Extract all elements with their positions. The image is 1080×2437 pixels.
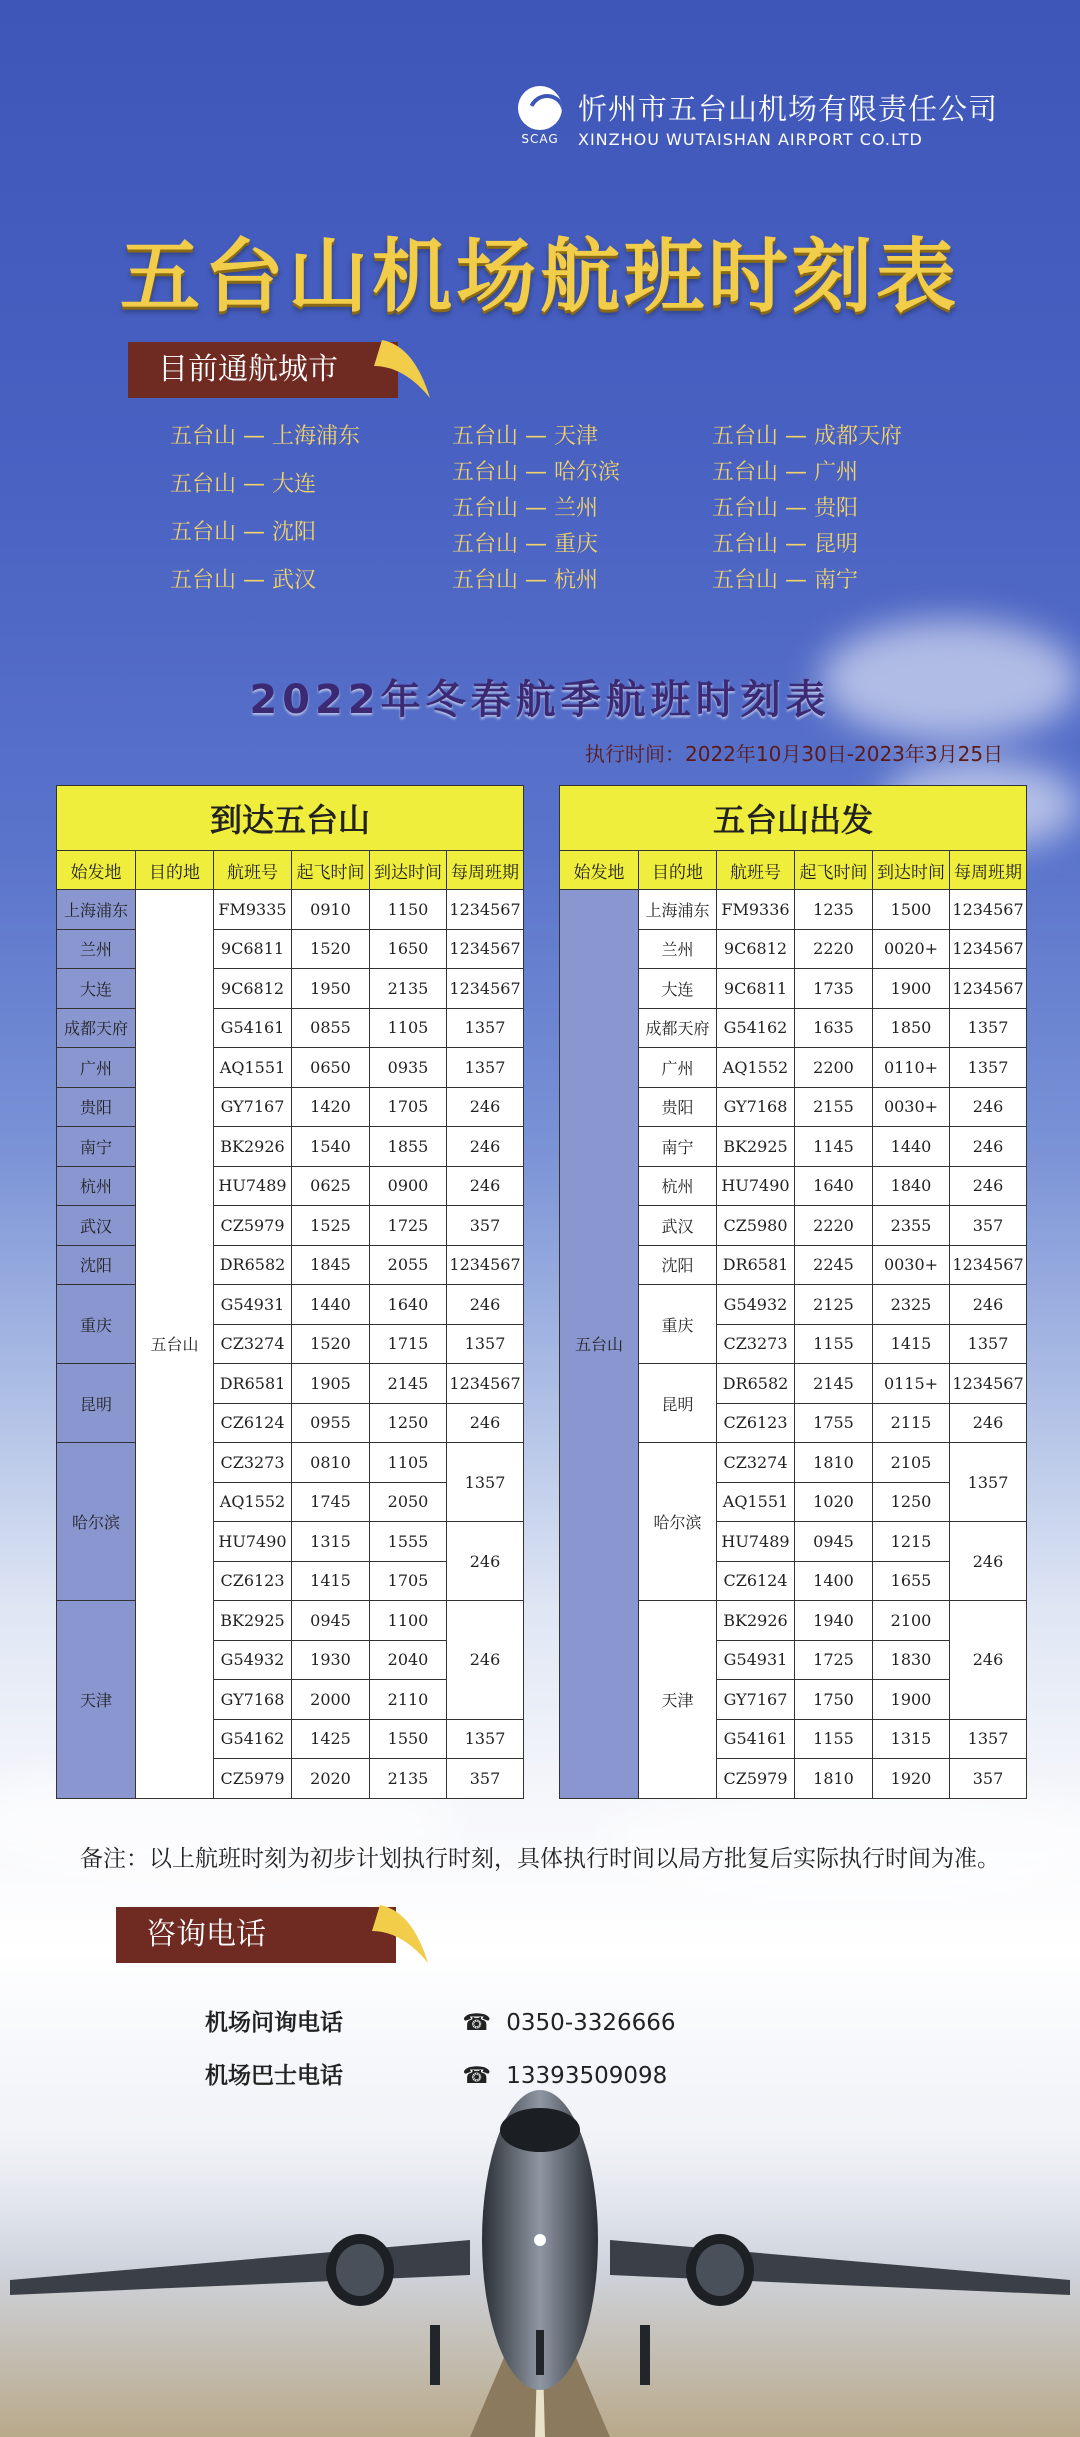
route-item: 五台山 — 天津 (452, 424, 598, 449)
departure-time-cell: 1755 (795, 1403, 873, 1443)
departure-time-cell: 1520 (292, 929, 370, 969)
flight-number-cell: GY7168 (214, 1680, 292, 1720)
phone-icon: ☎ (462, 2063, 491, 2089)
weekly-schedule-cell: 1357 (447, 1008, 524, 1048)
departure-time-cell: 2000 (292, 1680, 370, 1720)
destination-cell: 武汉 (639, 1206, 717, 1246)
flight-number-cell: AQ1551 (717, 1482, 795, 1522)
route-item: 五台山 — 兰州 (452, 496, 598, 521)
routes-section-label: 目前通航城市 (158, 352, 338, 387)
arrival-time-cell: 1555 (370, 1522, 447, 1562)
departure-time-cell: 0625 (292, 1166, 370, 1206)
arrival-time-cell: 2135 (370, 1759, 447, 1799)
weekly-schedule-cell: 1234567 (950, 929, 1027, 969)
arrival-time-cell: 1215 (873, 1522, 950, 1562)
table-row (57, 1166, 524, 1206)
route-item: 五台山 — 成都天府 (712, 424, 902, 449)
departure-time-cell: 0650 (292, 1048, 370, 1088)
departure-time-cell: 1750 (795, 1680, 873, 1720)
arrival-time-cell: 1830 (873, 1640, 950, 1680)
route-item: 五台山 — 重庆 (452, 532, 598, 557)
arrival-time-cell: 2325 (873, 1285, 950, 1325)
weekly-schedule-cell: 246 (447, 1403, 524, 1443)
weekly-schedule-cell: 1234567 (447, 1245, 524, 1285)
arrival-time-cell: 1705 (370, 1087, 447, 1127)
notes: 备注：以上航班时刻为初步计划执行时刻，具体执行时间以局方批复后实际执行时间为准。 (80, 1846, 1000, 1872)
flight-number-cell: CZ6124 (717, 1561, 795, 1601)
destination-cell: 成都天府 (639, 1008, 717, 1048)
departure-time-cell: 0955 (292, 1403, 370, 1443)
weekly-schedule-cell: 1357 (950, 1048, 1027, 1088)
season-title: 2022年冬春航季航班时刻表 (249, 677, 831, 723)
company-logo (512, 86, 998, 150)
flight-number-cell: G54932 (214, 1640, 292, 1680)
departure-time-cell: 1940 (795, 1601, 873, 1641)
flight-number-cell: AQ1551 (214, 1048, 292, 1088)
column-header: 目的地 (136, 851, 214, 890)
flight-number-cell: FM9335 (214, 890, 292, 930)
contact-number: 13393509098 (506, 2063, 668, 2089)
destination-cell: 五台山 (136, 890, 214, 1799)
destination-cell: 贵阳 (639, 1087, 717, 1127)
arrival-time-cell: 0030+ (873, 1087, 950, 1127)
departure-time-cell: 2200 (795, 1048, 873, 1088)
destination-cell: 哈尔滨 (639, 1443, 717, 1601)
weekly-schedule-cell: 357 (447, 1206, 524, 1246)
departure-time-cell: 1540 (292, 1127, 370, 1167)
flight-number-cell: HU7490 (214, 1522, 292, 1562)
arrival-time-cell: 2135 (370, 969, 447, 1009)
flight-number-cell: 9C6811 (214, 929, 292, 969)
column-header: 起飞时间 (795, 851, 873, 890)
weekly-schedule-cell: 246 (447, 1087, 524, 1127)
flight-number-cell: AQ1552 (717, 1048, 795, 1088)
arrival-time-cell: 2050 (370, 1482, 447, 1522)
company-name-cn: 忻州市五台山机场有限责任公司 (578, 92, 999, 126)
weekly-schedule-cell: 1357 (447, 1719, 524, 1759)
table-row (57, 1087, 524, 1127)
table-row (57, 1364, 524, 1404)
main-title: 五台山机场航班时刻表 (120, 230, 960, 323)
departure-time-cell: 2155 (795, 1087, 873, 1127)
flight-number-cell: G54931 (214, 1285, 292, 1325)
arrival-time-cell: 1920 (873, 1759, 950, 1799)
departure-time-cell: 1525 (292, 1206, 370, 1246)
arrivals-title: 到达五台山 (57, 786, 524, 851)
arrival-time-cell: 2040 (370, 1640, 447, 1680)
arrival-time-cell: 0110+ (873, 1048, 950, 1088)
departure-time-cell: 0855 (292, 1008, 370, 1048)
flight-number-cell: HU7489 (717, 1522, 795, 1562)
departure-time-cell: 1950 (292, 969, 370, 1009)
column-header: 起飞时间 (292, 851, 370, 890)
weekly-schedule-cell: 1357 (447, 1048, 524, 1088)
departure-time-cell: 0945 (795, 1522, 873, 1562)
weekly-schedule-cell: 1234567 (447, 929, 524, 969)
column-header: 始发地 (57, 851, 136, 890)
route-item: 五台山 — 昆明 (712, 532, 858, 557)
weekly-schedule-cell: 246 (950, 1127, 1027, 1167)
exec-time: 执行时间：2022年10月30日-2023年3月25日 (585, 742, 1004, 766)
route-item: 五台山 — 贵阳 (712, 496, 858, 521)
flight-number-cell: GY7167 (717, 1680, 795, 1720)
arrival-time-cell: 0030+ (873, 1245, 950, 1285)
arrival-time-cell: 2115 (873, 1403, 950, 1443)
flight-number-cell: DR6581 (717, 1245, 795, 1285)
phone-icon: ☎ (462, 2010, 491, 2036)
arrival-time-cell: 1640 (370, 1285, 447, 1325)
column-header: 每周班期 (447, 851, 524, 890)
flight-number-cell: BK2925 (717, 1127, 795, 1167)
table-row (57, 1245, 524, 1285)
departure-time-cell: 1440 (292, 1285, 370, 1325)
tag-hook-icon (374, 336, 434, 402)
arrival-time-cell: 1900 (873, 969, 950, 1009)
weekly-schedule-cell: 1357 (950, 1008, 1027, 1048)
column-header: 到达时间 (370, 851, 447, 890)
arrival-time-cell: 2110 (370, 1680, 447, 1720)
departure-time-cell: 1930 (292, 1640, 370, 1680)
flight-number-cell: DR6581 (214, 1364, 292, 1404)
departure-time-cell: 1425 (292, 1719, 370, 1759)
weekly-schedule-cell: 1357 (447, 1443, 524, 1522)
table-row (57, 1443, 524, 1483)
column-header: 每周班期 (950, 851, 1027, 890)
contact-section-label: 咨询电话 (146, 1917, 266, 1952)
arrival-time-cell: 1840 (873, 1166, 950, 1206)
route-item: 五台山 — 武汉 (170, 568, 316, 593)
arrival-time-cell: 0900 (370, 1166, 447, 1206)
flight-number-cell: AQ1552 (214, 1482, 292, 1522)
origin-cell: 天津 (57, 1601, 136, 1799)
departure-time-cell: 2245 (795, 1245, 873, 1285)
flight-number-cell: 9C6812 (717, 929, 795, 969)
table-row (57, 1601, 524, 1641)
arrival-time-cell: 1500 (873, 890, 950, 930)
route-list-col2 (452, 425, 620, 605)
arrival-time-cell: 1105 (370, 1008, 447, 1048)
departure-time-cell: 1400 (795, 1561, 873, 1601)
arrival-time-cell: 0115+ (873, 1364, 950, 1404)
departure-time-cell: 1155 (795, 1719, 873, 1759)
flight-number-cell: HU7489 (214, 1166, 292, 1206)
weekly-schedule-cell: 1234567 (447, 890, 524, 930)
arrival-time-cell: 1900 (873, 1680, 950, 1720)
weekly-schedule-cell: 246 (447, 1166, 524, 1206)
weekly-schedule-cell: 357 (447, 1759, 524, 1799)
departure-time-cell: 2020 (292, 1759, 370, 1799)
departure-time-cell: 2220 (795, 1206, 873, 1246)
flight-number-cell: DR6582 (717, 1364, 795, 1404)
route-list-col1 (170, 425, 360, 617)
weekly-schedule-cell: 1234567 (447, 969, 524, 1009)
weekly-schedule-cell: 246 (447, 1601, 524, 1720)
arrival-time-cell: 2145 (370, 1364, 447, 1404)
arrival-time-cell: 1440 (873, 1127, 950, 1167)
flight-number-cell: HU7490 (717, 1166, 795, 1206)
route-item: 五台山 — 上海浦东 (170, 424, 360, 449)
origin-cell: 贵阳 (57, 1087, 136, 1127)
weekly-schedule-cell: 1234567 (447, 1364, 524, 1404)
weekly-schedule-cell: 246 (447, 1522, 524, 1601)
flight-number-cell: CZ6124 (214, 1403, 292, 1443)
weekly-schedule-cell: 246 (950, 1403, 1027, 1443)
departures-title: 五台山出发 (560, 786, 1027, 851)
origin-cell: 大连 (57, 969, 136, 1009)
departure-time-cell: 1520 (292, 1324, 370, 1364)
origin-cell: 重庆 (57, 1285, 136, 1364)
flight-number-cell: G54161 (214, 1008, 292, 1048)
weekly-schedule-cell: 1234567 (950, 1364, 1027, 1404)
origin-cell: 武汉 (57, 1206, 136, 1246)
flight-number-cell: CZ6123 (214, 1561, 292, 1601)
weekly-schedule-cell: 1357 (950, 1719, 1027, 1759)
departure-time-cell: 1020 (795, 1482, 873, 1522)
departure-time-cell: 0910 (292, 890, 370, 930)
contact-row-info (205, 2004, 676, 2037)
flight-number-cell: CZ5979 (214, 1759, 292, 1799)
flight-number-cell: CZ3273 (717, 1324, 795, 1364)
origin-cell: 南宁 (57, 1127, 136, 1167)
departure-time-cell: 1735 (795, 969, 873, 1009)
destination-cell: 重庆 (639, 1285, 717, 1364)
departure-time-cell: 2220 (795, 929, 873, 969)
table-row (57, 890, 524, 930)
routes-section-tag (128, 342, 398, 398)
flight-number-cell: G54931 (717, 1640, 795, 1680)
destination-cell: 昆明 (639, 1364, 717, 1443)
weekly-schedule-cell: 246 (950, 1601, 1027, 1720)
departure-time-cell: 2145 (795, 1364, 873, 1404)
origin-cell: 广州 (57, 1048, 136, 1088)
departure-time-cell: 1420 (292, 1087, 370, 1127)
flight-number-cell: BK2925 (214, 1601, 292, 1641)
weekly-schedule-cell: 246 (950, 1087, 1027, 1127)
weekly-schedule-cell: 246 (950, 1166, 1027, 1206)
route-item: 五台山 — 沈阳 (170, 520, 316, 545)
company-abbr: SCAG (521, 132, 559, 146)
arrival-time-cell: 1415 (873, 1324, 950, 1364)
flight-number-cell: G54161 (717, 1719, 795, 1759)
contact-row-bus (205, 2057, 667, 2090)
weekly-schedule-cell: 1357 (447, 1324, 524, 1364)
route-item: 五台山 — 大连 (170, 472, 316, 497)
arrival-time-cell: 1655 (873, 1561, 950, 1601)
origin-cell: 哈尔滨 (57, 1443, 136, 1601)
flight-number-cell: CZ3273 (214, 1443, 292, 1483)
flight-number-cell: CZ5979 (717, 1759, 795, 1799)
flight-number-cell: GY7167 (214, 1087, 292, 1127)
table-row (57, 1127, 524, 1167)
departure-time-cell: 1905 (292, 1364, 370, 1404)
departure-time-cell: 0945 (292, 1601, 370, 1641)
flight-number-cell: 9C6812 (214, 969, 292, 1009)
weekly-schedule-cell: 357 (950, 1206, 1027, 1246)
destination-cell: 沈阳 (639, 1245, 717, 1285)
airport-logo-icon (512, 86, 568, 150)
departure-time-cell: 1810 (795, 1443, 873, 1483)
departure-time-cell: 1745 (292, 1482, 370, 1522)
destination-cell: 兰州 (639, 929, 717, 969)
column-header: 目的地 (639, 851, 717, 890)
flight-number-cell: G54932 (717, 1285, 795, 1325)
flight-number-cell: G54162 (717, 1008, 795, 1048)
flight-number-cell: 9C6811 (717, 969, 795, 1009)
flight-number-cell: CZ3274 (717, 1443, 795, 1483)
arrivals-table (56, 785, 524, 1799)
arrival-time-cell: 1250 (370, 1403, 447, 1443)
origin-cell: 沈阳 (57, 1245, 136, 1285)
arrival-time-cell: 0020+ (873, 929, 950, 969)
origin-cell: 杭州 (57, 1166, 136, 1206)
weekly-schedule-cell: 1234567 (950, 1245, 1027, 1285)
weekly-schedule-cell: 1357 (950, 1443, 1027, 1522)
destination-cell: 杭州 (639, 1166, 717, 1206)
arrival-time-cell: 1550 (370, 1719, 447, 1759)
table-row (57, 1206, 524, 1246)
company-name-en: XINZHOU WUTAISHAN AIRPORT CO.LTD (578, 130, 923, 149)
flight-number-cell: CZ5980 (717, 1206, 795, 1246)
column-header: 始发地 (560, 851, 639, 890)
arrival-time-cell: 2355 (873, 1206, 950, 1246)
departures-table (559, 785, 1027, 1799)
destination-cell: 天津 (639, 1601, 717, 1799)
arrival-time-cell: 1650 (370, 929, 447, 969)
arrival-time-cell: 1850 (873, 1008, 950, 1048)
tag-hook-icon (372, 1901, 432, 1967)
departure-time-cell: 1145 (795, 1127, 873, 1167)
route-item: 五台山 — 南宁 (712, 568, 858, 593)
route-item: 五台山 — 哈尔滨 (452, 460, 620, 485)
arrival-time-cell: 0935 (370, 1048, 447, 1088)
weekly-schedule-cell: 246 (950, 1285, 1027, 1325)
contact-label: 机场巴士电话 (205, 2063, 343, 2089)
departure-time-cell: 1810 (795, 1759, 873, 1799)
weekly-schedule-cell: 357 (950, 1759, 1027, 1799)
destination-cell: 南宁 (639, 1127, 717, 1167)
arrival-time-cell: 1315 (873, 1719, 950, 1759)
airplane-illustration (0, 2090, 1080, 2437)
arrival-time-cell: 1105 (370, 1443, 447, 1483)
departure-time-cell: 0810 (292, 1443, 370, 1483)
origin-cell: 昆明 (57, 1364, 136, 1443)
table-row (560, 890, 1027, 930)
flight-number-cell: CZ5979 (214, 1206, 292, 1246)
arrival-time-cell: 1855 (370, 1127, 447, 1167)
weekly-schedule-cell: 1357 (950, 1324, 1027, 1364)
flight-number-cell: CZ6123 (717, 1403, 795, 1443)
arrival-time-cell: 1725 (370, 1206, 447, 1246)
route-list-col3 (712, 425, 902, 605)
flight-number-cell: G54162 (214, 1719, 292, 1759)
route-item: 五台山 — 杭州 (452, 568, 598, 593)
weekly-schedule-cell: 246 (447, 1127, 524, 1167)
arrival-time-cell: 1705 (370, 1561, 447, 1601)
column-header: 到达时间 (873, 851, 950, 890)
destination-cell: 广州 (639, 1048, 717, 1088)
departure-time-cell: 1725 (795, 1640, 873, 1680)
flight-number-cell: DR6582 (214, 1245, 292, 1285)
flight-number-cell: CZ3274 (214, 1324, 292, 1364)
table-row (57, 969, 524, 1009)
origin-cell: 兰州 (57, 929, 136, 969)
origin-cell: 成都天府 (57, 1008, 136, 1048)
contact-label: 机场问询电话 (205, 2010, 343, 2036)
destination-cell: 上海浦东 (639, 890, 717, 930)
weekly-schedule-cell: 246 (447, 1285, 524, 1325)
contact-section-tag (116, 1907, 396, 1963)
column-header: 航班号 (214, 851, 292, 890)
arrival-time-cell: 1250 (873, 1482, 950, 1522)
destination-cell: 大连 (639, 969, 717, 1009)
weekly-schedule-cell: 1234567 (950, 969, 1027, 1009)
departure-time-cell: 1315 (292, 1522, 370, 1562)
table-row (57, 929, 524, 969)
weekly-schedule-cell: 1234567 (950, 890, 1027, 930)
origin-cell: 上海浦东 (57, 890, 136, 930)
arrival-time-cell: 1150 (370, 890, 447, 930)
table-row (57, 1285, 524, 1325)
departure-time-cell: 1640 (795, 1166, 873, 1206)
flight-number-cell: FM9336 (717, 890, 795, 930)
arrival-time-cell: 2100 (873, 1601, 950, 1641)
departure-time-cell: 1635 (795, 1008, 873, 1048)
flight-number-cell: GY7168 (717, 1087, 795, 1127)
arrival-time-cell: 1100 (370, 1601, 447, 1641)
weekly-schedule-cell: 246 (950, 1522, 1027, 1601)
flight-number-cell: BK2926 (214, 1127, 292, 1167)
table-row (57, 1048, 524, 1088)
arrival-time-cell: 2105 (873, 1443, 950, 1483)
arrival-time-cell: 2055 (370, 1245, 447, 1285)
route-item: 五台山 — 广州 (712, 460, 858, 485)
contact-number: 0350-3326666 (506, 2010, 676, 2036)
flight-number-cell: BK2926 (717, 1601, 795, 1641)
origin-cell: 五台山 (560, 890, 639, 1799)
departure-time-cell: 1235 (795, 890, 873, 930)
departure-time-cell: 1845 (292, 1245, 370, 1285)
table-row (57, 1008, 524, 1048)
departure-time-cell: 1415 (292, 1561, 370, 1601)
departure-time-cell: 2125 (795, 1285, 873, 1325)
departure-time-cell: 1155 (795, 1324, 873, 1364)
arrival-time-cell: 1715 (370, 1324, 447, 1364)
column-header: 航班号 (717, 851, 795, 890)
